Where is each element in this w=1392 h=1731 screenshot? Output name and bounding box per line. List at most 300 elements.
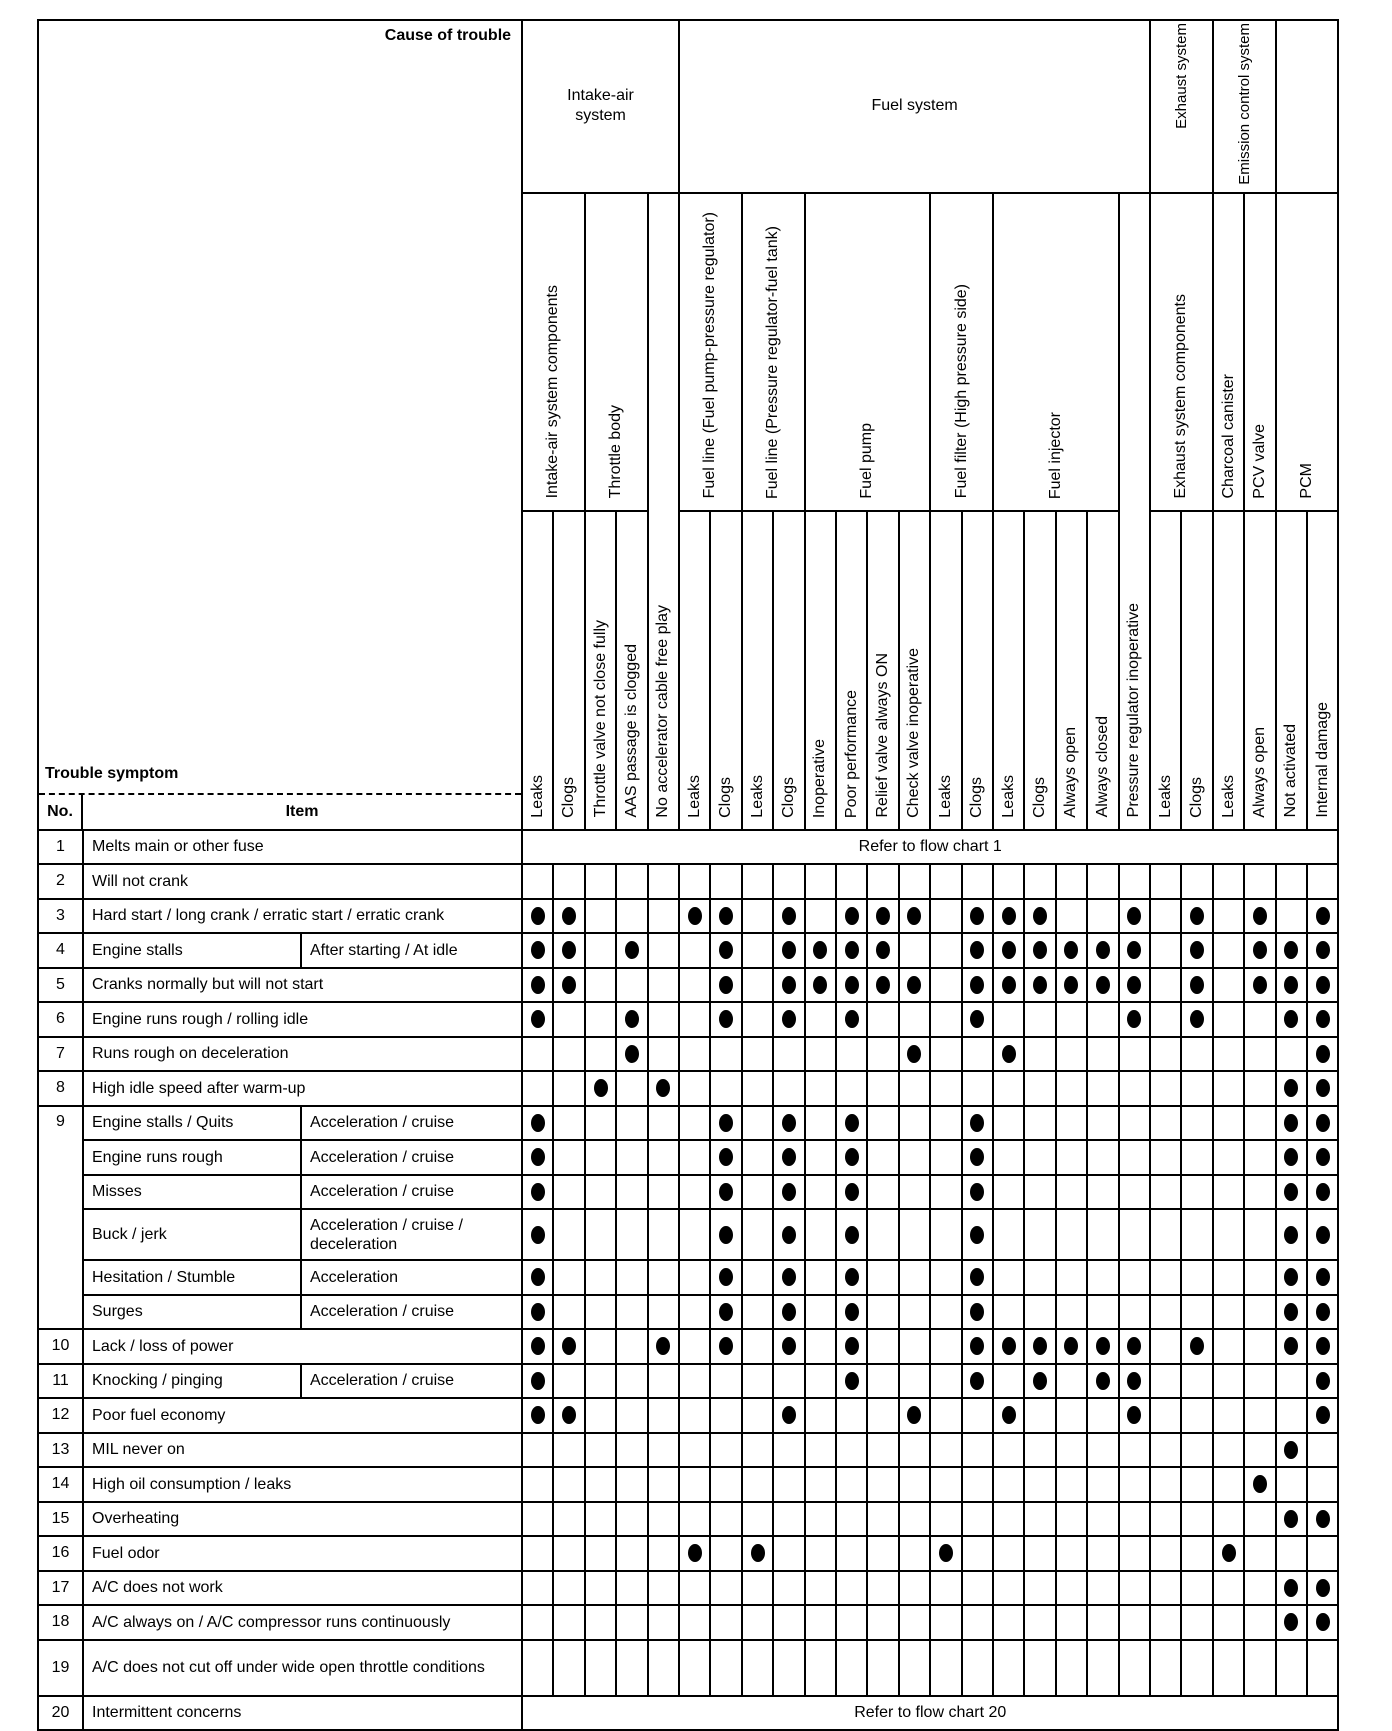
cause-cell: [616, 1433, 647, 1468]
cause-cell: [1276, 1106, 1307, 1141]
cause-cell: [1119, 1140, 1151, 1175]
cause-cell: [710, 1398, 741, 1433]
component-header: [805, 193, 931, 511]
cause-column-header: [1244, 511, 1275, 830]
cause-cell: [1276, 933, 1307, 968]
group-label: Exhaust system: [1172, 23, 1190, 129]
cause-cell: [1244, 1571, 1275, 1606]
table-row: [38, 1433, 1338, 1468]
cause-cell: [616, 1260, 647, 1295]
row-number: 11: [38, 1364, 83, 1399]
cause-cell: [648, 1502, 679, 1537]
cause-cell: [1119, 1571, 1151, 1606]
cause-cell: [553, 968, 584, 1003]
dot-marker: [1002, 907, 1016, 925]
dot-marker: [1284, 941, 1298, 959]
dot-marker: [531, 907, 545, 925]
dot-marker: [1284, 1268, 1298, 1286]
dot-marker: [782, 1148, 796, 1166]
cause-cell: [805, 864, 836, 899]
dot-marker: [970, 1114, 984, 1132]
cause-cell: [616, 968, 647, 1003]
cause-cell: [1150, 1467, 1181, 1502]
dot-marker: [1316, 976, 1330, 994]
cause-cell: [1181, 1002, 1212, 1037]
cause-cell: [1307, 1002, 1338, 1037]
dot-marker: [970, 1226, 984, 1244]
dot-marker: [531, 1148, 545, 1166]
cause-cell: [1244, 1295, 1275, 1330]
cause-cell: [993, 1398, 1024, 1433]
cause-cell: [679, 1260, 710, 1295]
dot-marker: [845, 1226, 859, 1244]
symptom-condition: Acceleration / cruise: [301, 1295, 522, 1330]
cause-cell: [585, 1329, 616, 1364]
cause-cell: [1119, 1502, 1151, 1537]
cause-cell: [1181, 1106, 1212, 1141]
cause-cell: [1119, 1433, 1151, 1468]
cause-cell: [1307, 1640, 1338, 1696]
cause-label: Always closed: [1093, 716, 1111, 818]
cause-cell: [648, 1536, 679, 1571]
cause-cell: [899, 1502, 930, 1537]
cause-cell: [616, 1106, 647, 1141]
cause-cell: [742, 1037, 773, 1072]
cause-cell: [679, 1640, 710, 1696]
cause-cell: [867, 1260, 898, 1295]
dot-marker: [1253, 976, 1267, 994]
cause-cell: [742, 1502, 773, 1537]
cause-cell: [522, 1002, 553, 1037]
group-header: [1213, 20, 1276, 193]
cause-label: Always open: [1250, 727, 1268, 818]
cause-cell: [836, 1502, 867, 1537]
cause-cell: [867, 1640, 898, 1696]
cause-cell: [1024, 1398, 1055, 1433]
cause-cell: [522, 1071, 553, 1106]
cause-cell: [805, 1571, 836, 1606]
dot-marker: [1284, 1579, 1298, 1597]
cause-cell: [773, 1175, 804, 1210]
dot-marker: [782, 976, 796, 994]
cause-label: Clogs: [560, 776, 578, 818]
dot-marker: [1002, 976, 1016, 994]
cause-cell: [1307, 1037, 1338, 1072]
cause-cell: [805, 1140, 836, 1175]
cause-cell: [742, 1467, 773, 1502]
cause-cell: [930, 933, 961, 968]
cause-cell: [553, 1071, 584, 1106]
cause-cell: [616, 1502, 647, 1537]
cause-cell: [1056, 1329, 1087, 1364]
row-number: 13: [38, 1433, 83, 1468]
cause-cell: [1119, 1175, 1151, 1210]
dot-marker: [531, 941, 545, 959]
cause-cell: [1024, 1536, 1055, 1571]
dot-marker: [1190, 1337, 1204, 1355]
cause-cell: [836, 1571, 867, 1606]
cause-cell: [930, 1571, 961, 1606]
cause-cell: [1244, 1329, 1275, 1364]
cause-cell: [679, 1605, 710, 1640]
dot-marker: [782, 1183, 796, 1201]
table-row: [38, 1571, 1338, 1606]
cause-cell: [710, 1071, 741, 1106]
cause-cell: [805, 933, 836, 968]
cause-cell: [1276, 1175, 1307, 1210]
cause-cell: [1244, 1433, 1275, 1468]
dot-marker: [1190, 976, 1204, 994]
cause-cell: [867, 1175, 898, 1210]
cause-cell: [1024, 1071, 1055, 1106]
cause-cell: [553, 1433, 584, 1468]
cause-cell: [585, 1106, 616, 1141]
cause-cell: [993, 1433, 1024, 1468]
cause-cell: [1056, 1640, 1087, 1696]
cause-cell: [930, 968, 961, 1003]
symptom-item: Misses: [83, 1175, 301, 1210]
symptom-item: Intermittent concerns: [83, 1696, 522, 1731]
cause-cell: [805, 968, 836, 1003]
component-label: Fuel filter (High pressure side): [952, 284, 970, 499]
cause-cell: [962, 1140, 993, 1175]
cause-cell: [522, 1502, 553, 1537]
cause-cell: [1056, 933, 1087, 968]
symptom-item: Hard start / long crank / erratic start / erratic crank: [83, 899, 522, 934]
dot-marker: [1316, 1010, 1330, 1028]
cause-label: Poor performance: [842, 689, 860, 818]
dot-marker: [1284, 1226, 1298, 1244]
cause-cell: [616, 1398, 647, 1433]
cause-cell: [1056, 968, 1087, 1003]
symptom-item: Engine runs rough: [83, 1140, 301, 1175]
cause-label: Clogs: [779, 776, 797, 818]
cause-cell: [648, 968, 679, 1003]
dot-marker: [719, 1337, 733, 1355]
cause-cell: [679, 864, 710, 899]
cause-cell: [1087, 1398, 1118, 1433]
cause-cell: [710, 1467, 741, 1502]
cause-cell: [1181, 864, 1212, 899]
cause-cell: [1150, 1140, 1181, 1175]
cause-column-header: [930, 511, 961, 830]
cause-cell: [522, 1571, 553, 1606]
component-header: [679, 193, 742, 511]
cause-cell: [679, 1175, 710, 1210]
cause-cell: [993, 1536, 1024, 1571]
cause-cell: [805, 1002, 836, 1037]
cause-cell: [1024, 1037, 1055, 1072]
cause-cell: [1119, 1364, 1151, 1399]
cause-cell: [648, 1329, 679, 1364]
dot-marker: [845, 1010, 859, 1028]
cause-cell: [742, 968, 773, 1003]
dot-marker: [1127, 1406, 1141, 1424]
cause-cell: [648, 1640, 679, 1696]
cause-column-header: [742, 511, 773, 830]
cause-cell: [1056, 1571, 1087, 1606]
table-row: [38, 864, 1338, 899]
cause-cell: [648, 1071, 679, 1106]
cause-cell: [1087, 1209, 1118, 1260]
cause-cell: [710, 1209, 741, 1260]
cause-label: Relief valve always ON: [874, 653, 892, 818]
cause-cell: [1307, 864, 1338, 899]
cause-cell: [522, 1329, 553, 1364]
component-header: [1213, 193, 1244, 511]
cause-cell: [616, 1071, 647, 1106]
cause-cell: [742, 1398, 773, 1433]
component-label: Charcoal canister: [1219, 374, 1237, 499]
item-column-header: Item: [285, 802, 319, 820]
cause-cell: [1213, 1502, 1244, 1537]
cause-cell: [679, 1295, 710, 1330]
cause-cell: [1244, 1071, 1275, 1106]
cause-cell: [1150, 1571, 1181, 1606]
cause-cell: [1150, 1295, 1181, 1330]
table-row: [38, 1037, 1338, 1072]
dot-marker: [1316, 1510, 1330, 1528]
cause-cell: [773, 1467, 804, 1502]
dot-marker: [531, 1183, 545, 1201]
table-row: [38, 968, 1338, 1003]
dot-marker: [970, 1010, 984, 1028]
cause-cell: [553, 864, 584, 899]
group-header: [1150, 20, 1213, 193]
symptom-item: Engine stalls / Quits: [83, 1106, 301, 1141]
dot-marker: [751, 1544, 765, 1562]
cause-cell: [930, 1364, 961, 1399]
cause-cell: [585, 933, 616, 968]
cause-cell: [1307, 1260, 1338, 1295]
cause-cell: [1087, 1260, 1118, 1295]
cause-cell: [836, 864, 867, 899]
cause-cell: [773, 1398, 804, 1433]
cause-column-header: [553, 511, 584, 830]
table-row: [38, 1260, 1338, 1295]
cause-cell: [899, 1605, 930, 1640]
cause-label: Throttle valve not close fully: [591, 620, 609, 818]
symptom-condition: Acceleration / cruise: [301, 1175, 522, 1210]
cause-cell: [648, 1106, 679, 1141]
cause-cell: [679, 1536, 710, 1571]
component-header: [522, 193, 585, 511]
cause-cell: [1181, 1467, 1212, 1502]
cause-cell: [616, 1175, 647, 1210]
cause-cell: [962, 1640, 993, 1696]
dot-marker: [782, 1337, 796, 1355]
cause-cell: [710, 864, 741, 899]
cause-cell: [836, 1536, 867, 1571]
cause-cell: [773, 1295, 804, 1330]
cause-cell: [585, 1605, 616, 1640]
cause-cell: [522, 1140, 553, 1175]
dot-marker: [970, 1183, 984, 1201]
cause-cell: [962, 1295, 993, 1330]
cause-cell: [930, 1140, 961, 1175]
dot-marker: [562, 1406, 576, 1424]
cause-cell: [993, 1106, 1024, 1141]
group-header: [1276, 20, 1339, 193]
dot-marker: [719, 1010, 733, 1028]
cause-cell: [553, 1640, 584, 1696]
cause-cell: [710, 1260, 741, 1295]
dot-marker: [531, 1303, 545, 1321]
cause-cell: [616, 1536, 647, 1571]
cause-cell: [962, 1571, 993, 1606]
table-row: [38, 933, 1338, 968]
row-number: 15: [38, 1502, 83, 1537]
cause-cell: [805, 1037, 836, 1072]
dot-marker: [907, 1045, 921, 1063]
cause-cell: [899, 1364, 930, 1399]
cause-cell: [1244, 1640, 1275, 1696]
cause-cell: [585, 1295, 616, 1330]
cause-cell: [773, 1260, 804, 1295]
cause-label: Internal damage: [1313, 702, 1331, 818]
cause-cell: [930, 1175, 961, 1210]
dot-marker: [1316, 1268, 1330, 1286]
cause-cell: [553, 1209, 584, 1260]
cause-column-header: [1024, 511, 1055, 830]
cause-cell: [553, 1329, 584, 1364]
cause-cell: [993, 1640, 1024, 1696]
cause-cell: [1276, 1140, 1307, 1175]
cause-cell: [1024, 1260, 1055, 1295]
cause-cell: [742, 1071, 773, 1106]
cause-cell: [1119, 1002, 1151, 1037]
cause-cell: [1276, 1536, 1307, 1571]
cause-cell: [1056, 1002, 1087, 1037]
symptom-item: Engine stalls: [83, 933, 301, 968]
cause-cell: [899, 1329, 930, 1364]
cause-cell: [553, 1037, 584, 1072]
cause-cell: [993, 1140, 1024, 1175]
cause-cell: [648, 933, 679, 968]
dot-marker: [813, 976, 827, 994]
dot-marker: [1316, 1114, 1330, 1132]
cause-label: Always open: [1062, 727, 1080, 818]
cause-cell: [773, 899, 804, 934]
cause-cell: [522, 1295, 553, 1330]
cause-cell: [1276, 1640, 1307, 1696]
cause-cell: [616, 1571, 647, 1606]
cause-cell: [899, 933, 930, 968]
cause-cell: [1213, 1175, 1244, 1210]
cause-column-header: [836, 511, 867, 830]
cause-cell: [1276, 1467, 1307, 1502]
cause-cell: [962, 968, 993, 1003]
cause-cell: [899, 1002, 930, 1037]
cause-cell: [1150, 1640, 1181, 1696]
symptom-item: Runs rough on deceleration: [83, 1037, 522, 1072]
cause-cell: [867, 1071, 898, 1106]
cause-label: AAS passage is clogged: [622, 644, 640, 818]
cause-cell: [742, 1571, 773, 1606]
cause-column-header: [867, 511, 898, 830]
cause-cell: [1150, 1260, 1181, 1295]
cause-cell: [1307, 1536, 1338, 1571]
cause-cell: [710, 933, 741, 968]
component-label: Fuel pump: [858, 423, 876, 499]
cause-column-header: [1307, 511, 1338, 830]
cause-cell: [1024, 864, 1055, 899]
cause-cell: [1213, 1640, 1244, 1696]
cause-label: Inoperative: [811, 738, 829, 818]
component-header: [993, 193, 1119, 511]
cause-cell: [1276, 1260, 1307, 1295]
table-row: [38, 1329, 1338, 1364]
cause-cell: [1244, 1175, 1275, 1210]
cause-cell: [1181, 1037, 1212, 1072]
dot-marker: [782, 1303, 796, 1321]
cause-cell: [1307, 1364, 1338, 1399]
cause-cell: [1150, 1071, 1181, 1106]
cause-cell: [522, 1175, 553, 1210]
cause-cell: [522, 1398, 553, 1433]
dot-marker: [813, 941, 827, 959]
cause-cell: [1276, 1209, 1307, 1260]
cause-cell: [616, 1467, 647, 1502]
row-number: 17: [38, 1571, 83, 1606]
cause-cell: [648, 1433, 679, 1468]
cause-cell: [1087, 1037, 1118, 1072]
component-label: Throttle body: [607, 405, 625, 499]
cause-cell: [616, 1605, 647, 1640]
cause-cell: [805, 899, 836, 934]
cause-label: Leaks: [748, 775, 766, 818]
dot-marker: [1284, 1010, 1298, 1028]
cause-cell: [1307, 1398, 1338, 1433]
dot-marker: [1316, 1613, 1330, 1631]
cause-cell: [836, 1106, 867, 1141]
cause-cell: [867, 1209, 898, 1260]
dot-marker: [845, 1303, 859, 1321]
cause-cell: [1024, 1433, 1055, 1468]
cause-cell: [1150, 1037, 1181, 1072]
dot-marker: [1316, 1372, 1330, 1390]
cause-cell: [1087, 1106, 1118, 1141]
cause-cell: [993, 1002, 1024, 1037]
cause-cell: [742, 1002, 773, 1037]
cause-cell: [1024, 1502, 1055, 1537]
cause-cell: [1181, 1536, 1212, 1571]
cause-cell: [1087, 1140, 1118, 1175]
dot-marker: [1222, 1544, 1236, 1562]
cause-cell: [962, 864, 993, 899]
cause-cell: [1087, 1433, 1118, 1468]
cause-cell: [679, 899, 710, 934]
cause-cell: [1244, 1209, 1275, 1260]
cause-cell: [553, 1002, 584, 1037]
cause-cell: [1276, 1571, 1307, 1606]
dot-marker: [719, 1303, 733, 1321]
cause-cell: [1119, 1295, 1151, 1330]
cause-cell: [1213, 1398, 1244, 1433]
cause-cell: [742, 1640, 773, 1696]
cause-cell: [710, 1536, 741, 1571]
dot-marker: [1284, 1441, 1298, 1459]
dot-marker: [656, 1079, 670, 1097]
cause-label: Leaks: [528, 775, 546, 818]
cause-cell: [710, 1140, 741, 1175]
cause-cell: [1307, 1209, 1338, 1260]
component-label: PCV valve: [1250, 424, 1268, 499]
dot-marker: [1316, 907, 1330, 925]
cause-cell: [1056, 1433, 1087, 1468]
cause-cell: [867, 1433, 898, 1468]
cause-cell: [1056, 1071, 1087, 1106]
